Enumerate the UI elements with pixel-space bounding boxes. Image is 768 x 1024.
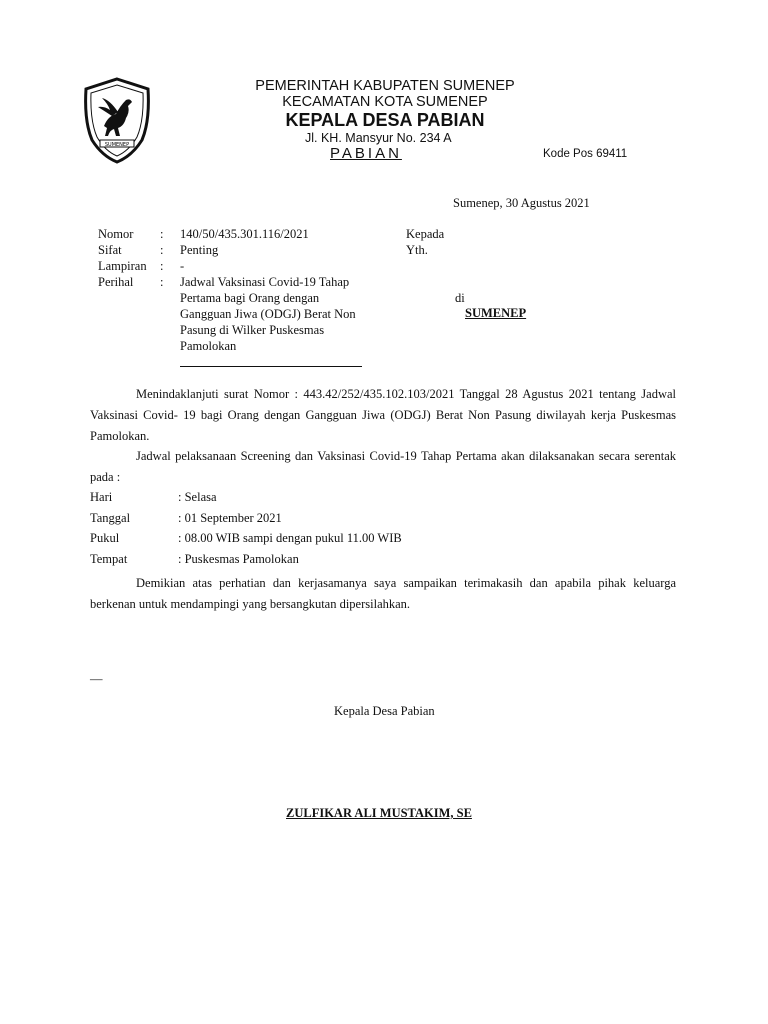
lampiran-label: Lampiran <box>98 259 147 273</box>
detail-label-hari: Hari <box>90 490 113 504</box>
letter-date: Sumenep, 30 Agustus 2021 <box>453 196 590 210</box>
sifat-label: Sifat <box>98 243 122 257</box>
body-paragraph-1: Menindaklanjuti surat Nomor : 443.42/252/435.102.103/2021 Tanggal 28 Agustus 2021 tentang Jadwal Vaksinasi Covid- 19 bagi Orang dengan Gangguan Jiwa (ODGJ) Berat Non Pasung diwilayah kerja Puskesmas Pamolokan. <box>90 387 676 443</box>
nomor-value: 140/50/435.301.116/2021 <box>180 227 309 241</box>
recipient-yth: Yth. <box>406 243 428 257</box>
recipient-place: SUMENEP <box>465 306 527 320</box>
recipient-kepada: Kepada <box>406 227 445 241</box>
body-paragraph-2: Jadwal pelaksanaan Screening dan Vaksinasi Covid-19 Tahap Pertama akan dilaksanakan secara serentak pada : <box>90 449 676 484</box>
letterhead-address: Jl. KH. Mansyur No. 234 A <box>305 131 452 145</box>
nomor-label: Nomor <box>98 227 134 241</box>
colon: : <box>160 259 164 273</box>
body-paragraph-3: Demikian atas perhatian dan kerjasamanya saya sampaikan terimakasih dan apabila pihak keluarga berkenan untuk mendampingi yang bersangkutan dipersilahkan. <box>90 576 676 611</box>
detail-value-tempat: : Puskesmas Pamolokan <box>178 552 299 566</box>
detail-value-tanggal: : 01 September 2021 <box>178 511 282 525</box>
perihal-label: Perihal <box>98 275 134 289</box>
perihal-underline <box>180 366 362 367</box>
regency-emblem-logo <box>80 76 154 164</box>
letterhead-village: PABIAN <box>330 145 402 162</box>
colon: : <box>160 275 164 289</box>
letterhead-title: KEPALA DESA PABIAN <box>285 110 485 130</box>
letterhead-district-line: KECAMATAN KOTA SUMENEP <box>282 94 488 110</box>
detail-value-hari: : Selasa <box>178 490 217 504</box>
perihal-line: Gangguan Jiwa (ODGJ) Berat Non <box>180 307 356 321</box>
svg-text:SUMENEP: SUMENEP <box>104 142 130 148</box>
detail-label-pukul: Pukul <box>90 531 120 545</box>
lampiran-value: - <box>180 259 185 273</box>
perihal-line: Jadwal Vaksinasi Covid-19 Tahap <box>180 275 350 289</box>
signature-position: Kepala Desa Pabian <box>334 704 435 718</box>
sifat-value: Penting <box>180 243 219 257</box>
perihal-line: Pamolokan <box>180 339 237 353</box>
separator-dash: — <box>90 672 103 686</box>
signature-name: ZULFIKAR ALI MUSTAKIM, SE <box>286 806 472 820</box>
perihal-line: Pasung di Wilker Puskesmas <box>180 323 325 337</box>
detail-label-tempat: Tempat <box>90 552 128 566</box>
perihal-line: Pertama bagi Orang dengan <box>180 291 320 305</box>
detail-value-pukul: : 08.00 WIB sampi dengan pukul 11.00 WIB <box>178 531 402 545</box>
detail-label-tanggal: Tanggal <box>90 511 131 525</box>
recipient-di: di <box>455 291 465 305</box>
colon: : <box>160 227 164 241</box>
colon: : <box>160 243 164 257</box>
letterhead-government-line: PEMERINTAH KABUPATEN SUMENEP <box>255 78 515 94</box>
postal-code: Kode Pos 69411 <box>543 148 628 160</box>
